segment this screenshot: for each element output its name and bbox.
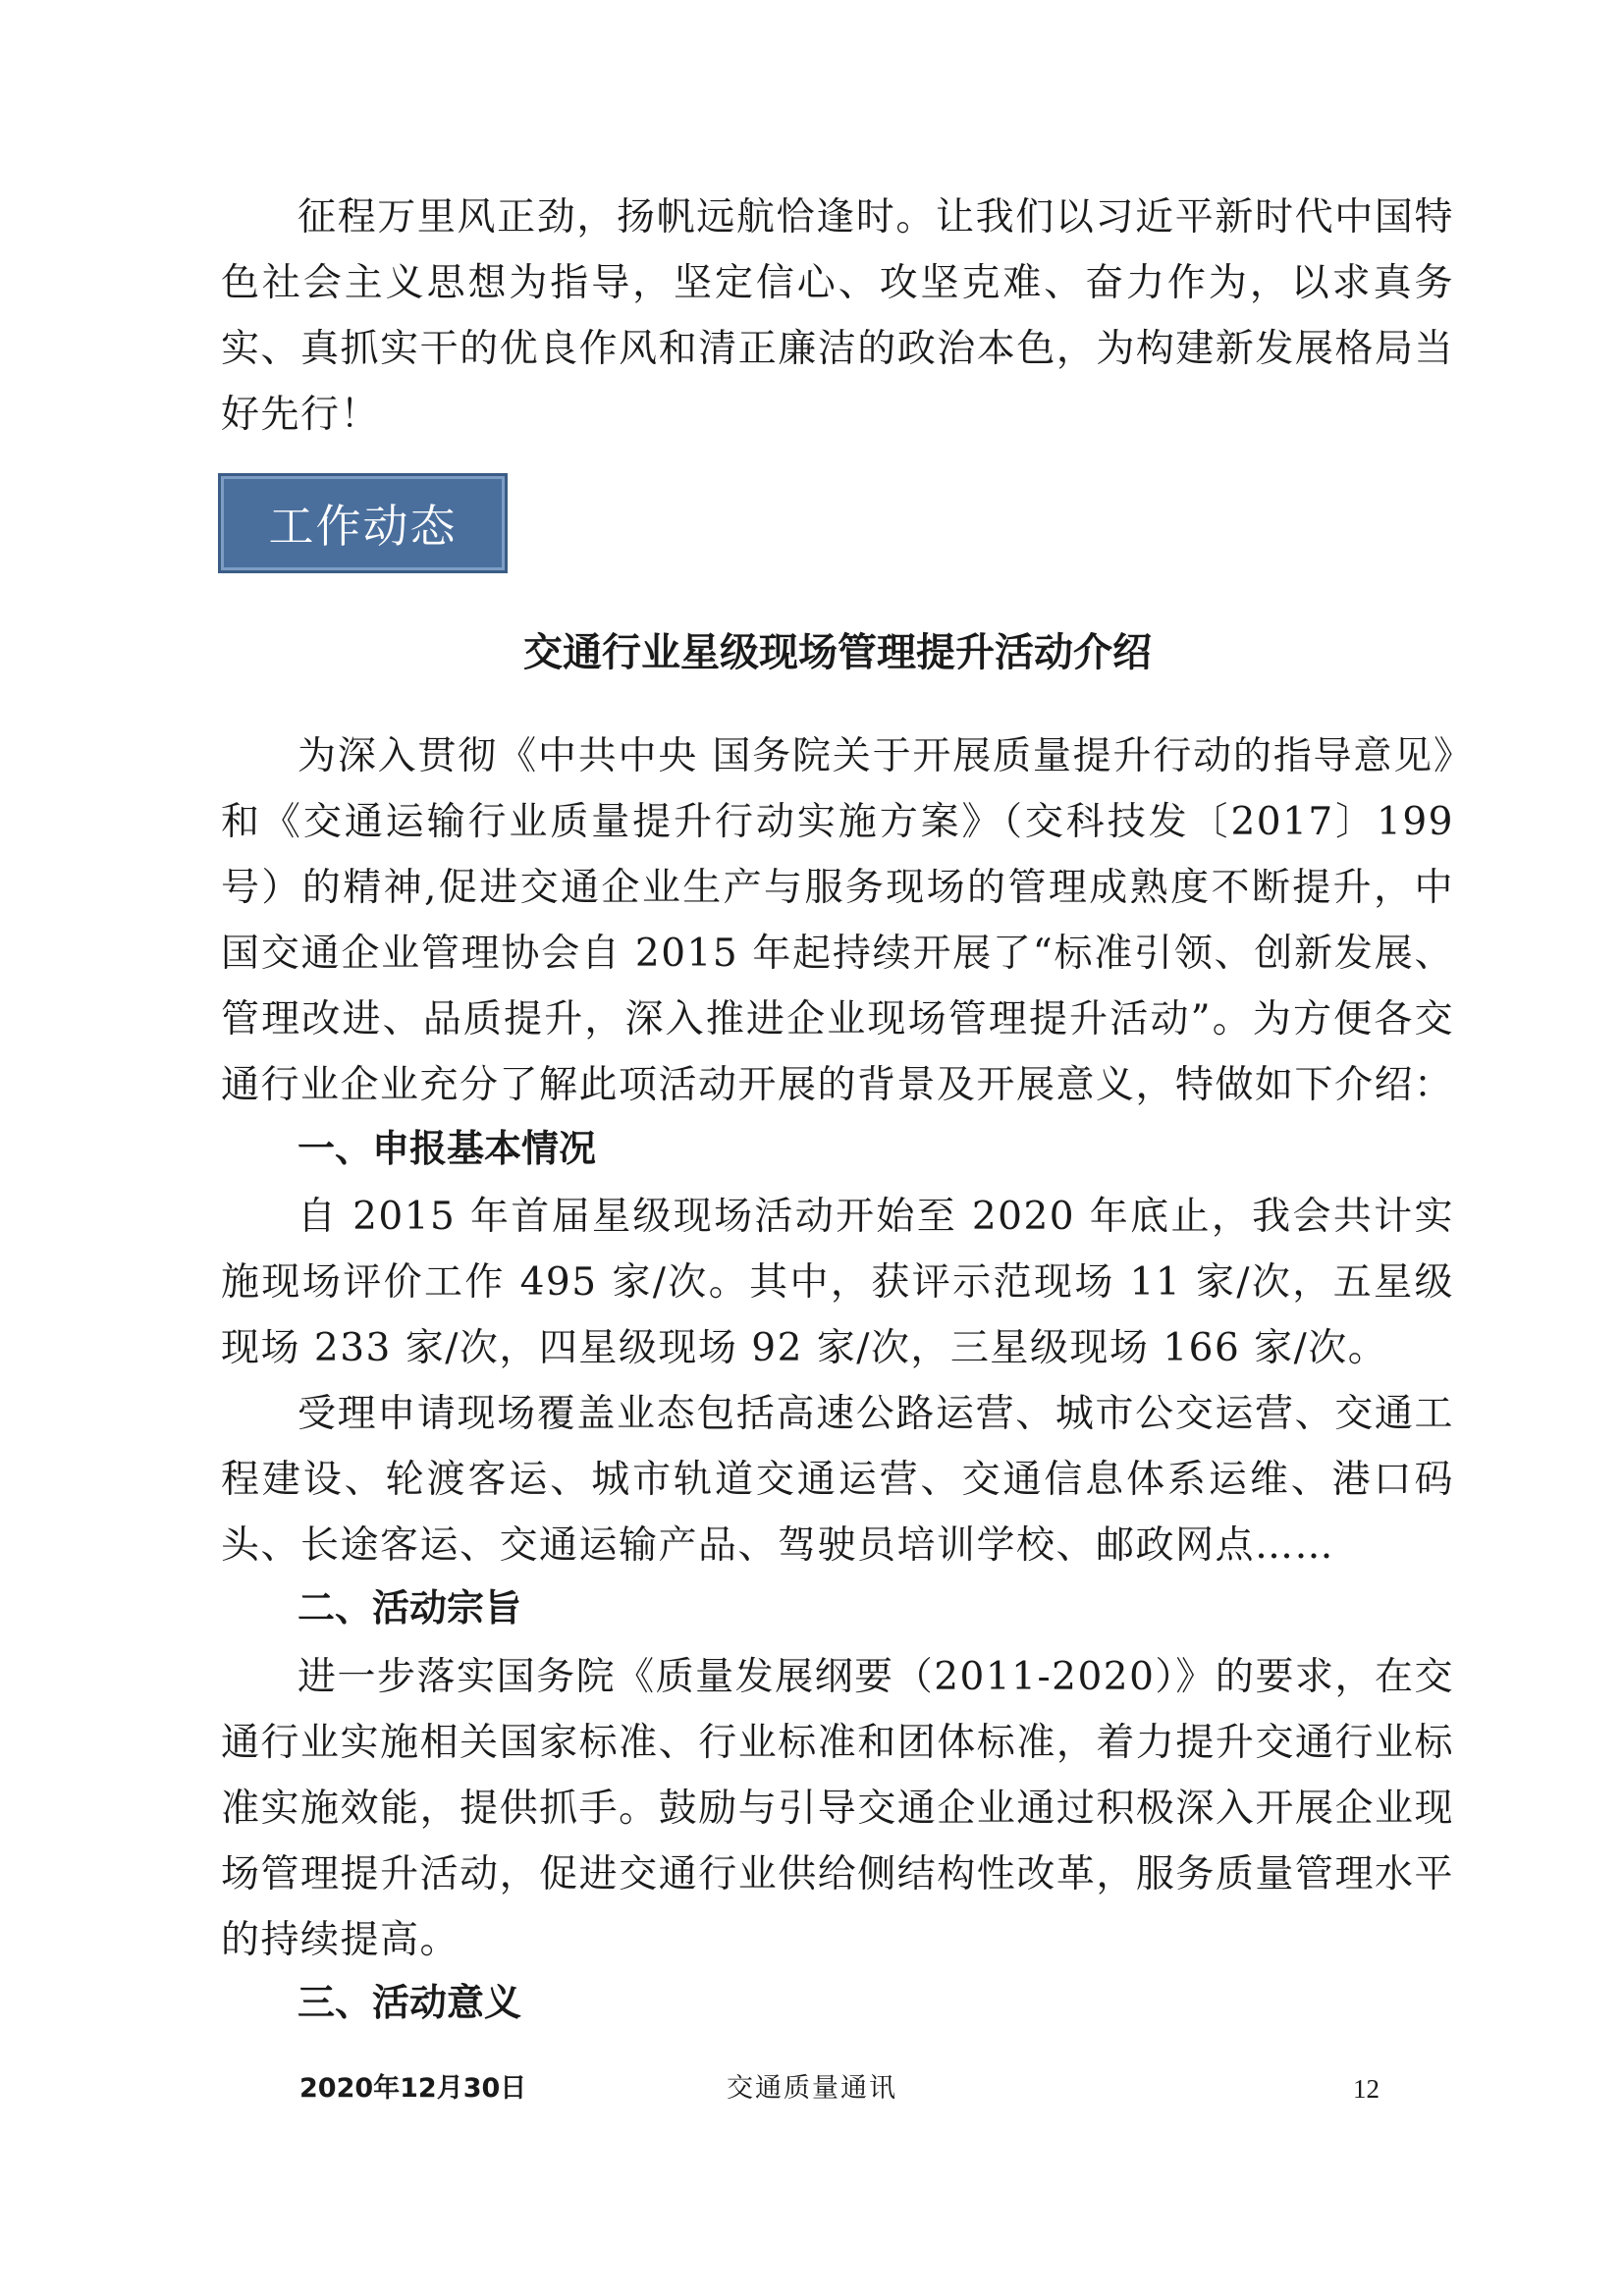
paragraph-1a: 自 2015 年首届星级现场活动开始至 2020 年底止，我会共计实施现场评价工作 495 家/次。其中，获评示范现场 11 家/次，五星级现场 233 家/次，四星级现场 92 家/次，三星级现场 166 家/次。: [221, 1195, 1454, 1370]
heading-3: 三、活动意义: [298, 1981, 522, 2024]
paragraph-2: 进一步落实国务院《质量发展纲要（2011-2020）》的要求，在交通行业实施相关国家标准、行业标准和团体标准，着力提升交通行业标准实施效能，提供抓手。鼓励与引导交通企业通过积极深入开展企业现场管理提升活动，促进交通行业供给侧结构性改革，服务质量管理水平的持续提高。: [221, 1655, 1454, 1962]
section-label: 工作动态: [268, 500, 458, 553]
footer-date: 2020年12月30日: [299, 2073, 527, 2104]
article-title: 交通行业星级现场管理提升活动介绍: [523, 630, 1152, 675]
lead-paragraph: 为深入贯彻《中共中央 国务院关于开展质量提升行动的指导意见》和《交通运输行业质量提升行动实施方案》（交科技发〔2017〕199 号）的精神,促进交通企业生产与服务现场的管理成熟度不断提升，中国交通企业管理协会自 2015 年起持续开展了“标准引领、创新发展、管理改进、品质提升，深入推进企业现场管理提升活动”。为方便各交通行业企业充分了解此项活动开展的背景及开展意义，特做如下介绍：: [221, 734, 1454, 1107]
section-label-box: [218, 473, 508, 573]
footer-page-number: 12: [1353, 2074, 1380, 2104]
heading-2: 二、活动宗旨: [298, 1586, 522, 1629]
heading-1: 一、申报基本情况: [298, 1127, 597, 1170]
footer-publication: 交通质量通讯: [727, 2073, 897, 2104]
paragraph-1b: 受理申请现场覆盖业态包括高速公路运营、城市公交运营、交通工程建设、轮渡客运、城市轨道交通运营、交通信息体系运维、港口码头、长途客运、交通运输产品、驾驶员培训学校、邮政网点……: [221, 1392, 1454, 1568]
closing-paragraph: 征程万里风正劲，扬帆远航恰逢时。让我们以习近平新时代中国特色社会主义思想为指导，坚定信心、攻坚克难、奋力作为，以求真务实、真抓实干的优良作风和清正廉洁的政治本色，为构建新发展格局当好先行！: [221, 195, 1454, 437]
